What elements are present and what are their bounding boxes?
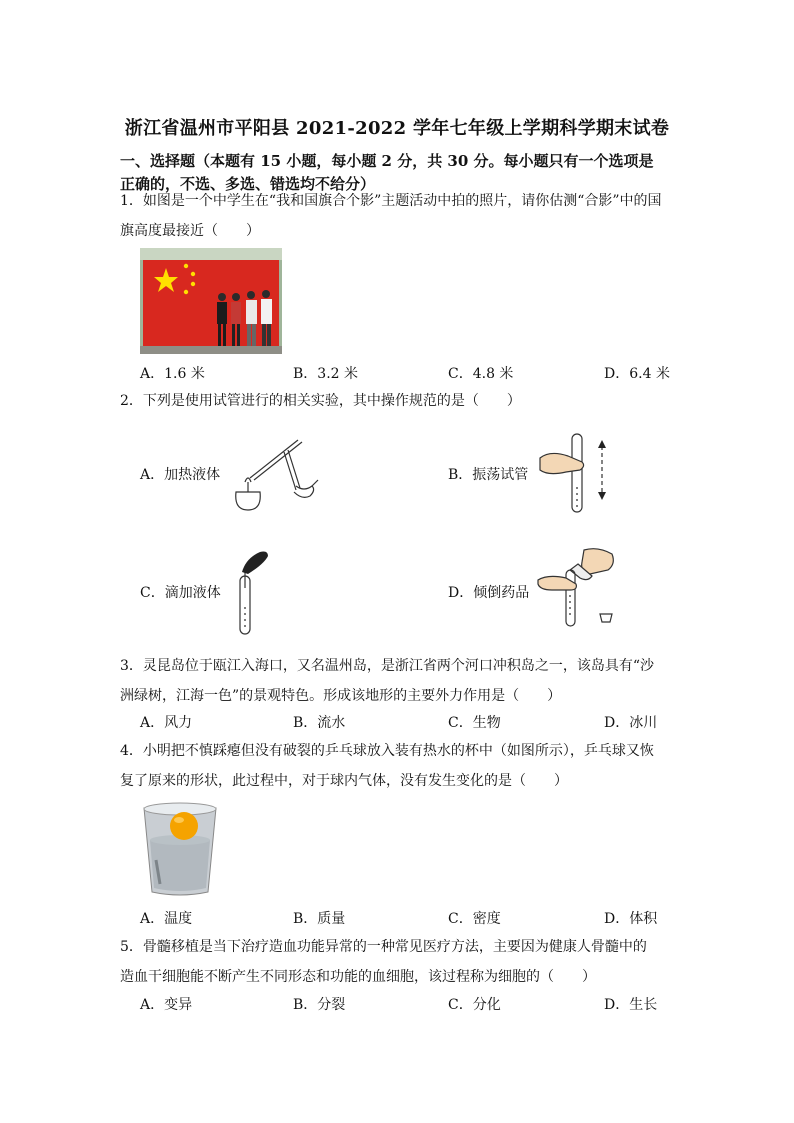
question-1-stem [120, 186, 680, 246]
q1-option-a[interactable]: A．1.6 米 [140, 366, 205, 382]
question-1-line1: 1．如图是一个中学生在“我和国旗合个影”主题活动中拍的照片，请你估测“合影”中的国 [120, 193, 662, 209]
q2-option-d[interactable]: D．倾倒药品 [448, 585, 530, 601]
q1-option-d[interactable]: D．6.4 米 [604, 366, 670, 382]
q1-option-b[interactable]: B．3.2 米 [293, 366, 359, 382]
section-heading-line1: 一、选择题（本题有 15 小题，每小题 2 分，共 30 分。每小题只有一个选项是 [120, 152, 654, 170]
pingpong-ball [170, 812, 198, 840]
question-2-stem [120, 386, 680, 416]
q5-option-b[interactable]: B．分裂 [293, 997, 346, 1013]
q5-option-c[interactable]: C．分化 [448, 997, 501, 1013]
question-4-line1: 4．小明把不慎踩瘪但没有破裂的乒乓球放入装有热水的杯中（如图所示），乒乓球又恢 [120, 743, 654, 759]
q4-option-d[interactable]: D．体积 [604, 911, 658, 927]
q1-option-c[interactable]: C．4.8 米 [448, 366, 514, 382]
q2-option-c[interactable]: C．滴加液体 [140, 585, 221, 601]
section-heading-line2: 正确的，不选、多选、错选均不给分） [120, 175, 376, 193]
question-4-options [140, 908, 680, 932]
question-5-stem [120, 932, 680, 992]
q4-option-a[interactable]: A．温度 [140, 911, 193, 927]
flag-banner [143, 260, 279, 348]
question-2-line1: 2．下列是使用试管进行的相关实验，其中操作规范的是（ ） [120, 393, 521, 409]
question-1-line2: 旗高度最接近（ ） [120, 223, 260, 239]
question-1-options [140, 363, 680, 387]
q2-option-b[interactable]: B．振荡试管 [448, 467, 529, 483]
question-5-options [140, 994, 680, 1018]
pouring-reagent-illustration [536, 544, 620, 628]
question-5-line1: 5．骨髓移植是当下治疗造血功能异常的一种常见医疗方法，主要因为健康人骨髓中的 [120, 939, 647, 955]
q4-option-c[interactable]: C．密度 [448, 911, 501, 927]
question-4-line2: 复了原来的形状，此过程中，对于球内气体，没有发生变化的是（ ） [120, 773, 568, 789]
q5-option-d[interactable]: D．生长 [604, 997, 658, 1013]
question-3-line2: 洲绿树，江海一色”的景观特色。形成该地形的主要外力作用是（ ） [120, 688, 562, 704]
question-4-stem [120, 736, 680, 796]
cup-with-pingpong-ball [140, 800, 220, 898]
heating-liquid-illustration [228, 430, 320, 514]
q3-option-d[interactable]: D．冰川 [604, 715, 658, 731]
shaking-test-tube-illustration [536, 432, 616, 518]
q2-option-a[interactable]: A．加热液体 [140, 467, 221, 483]
question-3-options [140, 712, 680, 736]
flag-photo [140, 248, 282, 354]
question-3-line1: 3．灵昆岛位于瓯江入海口，又名温州岛，是浙江省两个河口冲积岛之一，该岛具有“沙 [120, 658, 655, 674]
exam-title: 浙江省温州市平阳县 2021-2022 学年七年级上学期科学期末试卷 [124, 118, 670, 139]
question-3-stem [120, 651, 680, 711]
q3-option-c[interactable]: C．生物 [448, 715, 501, 731]
q3-option-b[interactable]: B．流水 [293, 715, 346, 731]
q4-option-b[interactable]: B．质量 [293, 911, 346, 927]
q3-option-a[interactable]: A．风力 [140, 715, 193, 731]
q5-option-a[interactable]: A．变异 [140, 997, 193, 1013]
question-5-line2: 造血干细胞能不断产生不同形态和功能的血细胞，该过程称为细胞的（ ） [120, 969, 596, 985]
adding-drops-illustration [232, 548, 278, 638]
